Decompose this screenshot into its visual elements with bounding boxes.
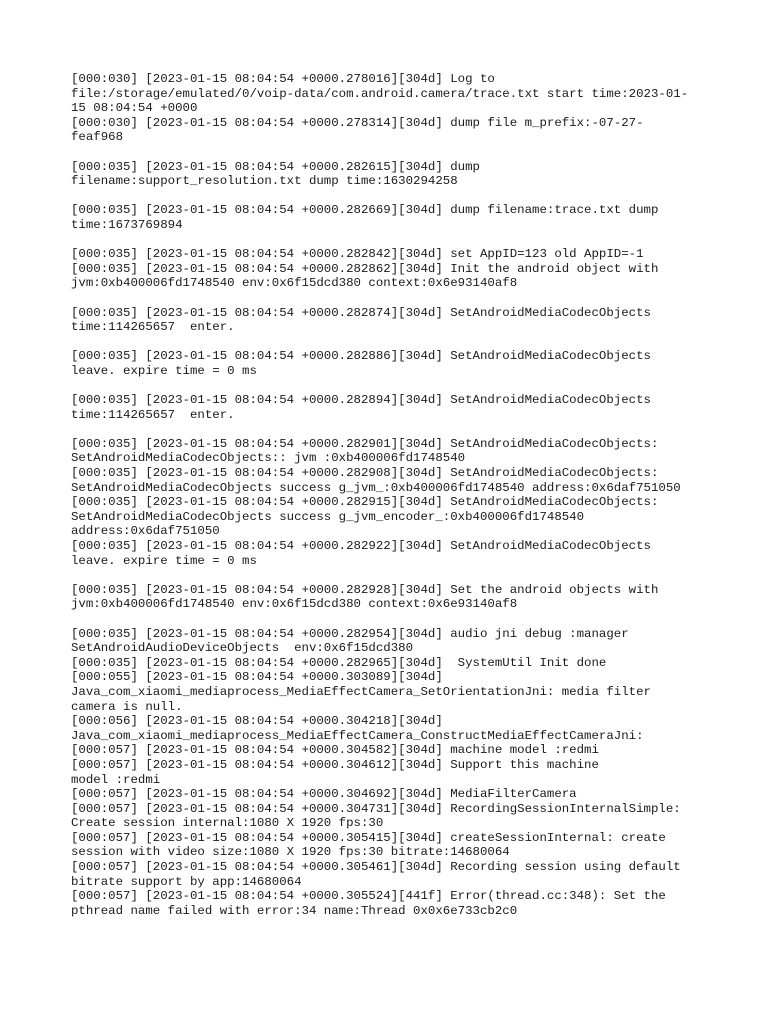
log-entry: [000:057] [2023-01-15 08:04:54 +0000.304582][304d] machine model :redmi <box>71 743 599 758</box>
log-entry: [000:035] [2023-01-15 08:04:54 +0000.282842][304d] set AppID=123 old AppID=-1 <box>71 247 644 262</box>
log-entry: [000:057] [2023-01-15 08:04:54 +0000.305461][304d] Recording session using default bitrate support by app:14680064 <box>71 860 681 889</box>
log-entry: [000:035] [2023-01-15 08:04:54 +0000.282615][304d] dump filename:support_resolution.txt dump time:1630294258 <box>71 159 480 189</box>
log-entry: [000:035] [2023-01-15 08:04:54 +0000.282928][304d] Set the android objects with jvm:0xb400006fd1748540 env:0x6f15dcd380 context:0x6e93140af8 <box>71 582 659 612</box>
log-entry: [000:035] [2023-01-15 08:04:54 +0000.282954][304d] audio jni debug :manager SetAndroidAudioDeviceObjects env:0x6f15dcd380 <box>71 626 629 656</box>
log-entry: [000:035] [2023-01-15 08:04:54 +0000.282894][304d] SetAndroidMediaCodecObjects time:114265657 enter. <box>71 393 651 422</box>
log-entry: [000:030] [2023-01-15 08:04:54 +0000.278016][304d] Log to file:/storage/emulated/0/voip-data/com.android.camera/trace.txt start time:2023-01- 15 08:04:54 +0000 <box>71 72 689 116</box>
log-entry: [000:035] [2023-01-15 08:04:54 +0000.282915][304d] SetAndroidMediaCodecObjects: SetAndroidMediaCodecObjects success g_jvm_encoder_:0xb400006fd1748540 address:0x6daf751050 <box>71 495 659 539</box>
log-entry: [000:035] [2023-01-15 08:04:54 +0000.282862][304d] Init the android object with jvm:0xb400006fd1748540 env:0x6f15dcd380 context:0x6e93140af8 <box>71 261 659 291</box>
log-document <box>71 72 711 918</box>
log-entry: [000:057] [2023-01-15 08:04:54 +0000.305524][441f] Error(thread.cc:348): Set the pthread name failed with error:34 name:Thread 0x0x6e733cb2c0 <box>71 889 666 918</box>
log-entry: [000:035] [2023-01-15 08:04:54 +0000.282908][304d] SetAndroidMediaCodecObjects: SetAndroidMediaCodecObjects success g_jvm_:0xb400006fd1748540 address:0x6daf751050 <box>71 466 681 495</box>
log-entry: [000:030] [2023-01-15 08:04:54 +0000.278314][304d] dump file m_prefix:-07-27- feaf968 <box>71 115 644 145</box>
log-entry: [000:035] [2023-01-15 08:04:54 +0000.282874][304d] SetAndroidMediaCodecObjects time:114265657 enter. <box>71 305 651 335</box>
log-entry: [000:057] [2023-01-15 08:04:54 +0000.304731][304d] RecordingSessionInternalSimple: Create session internal:1080 X 1920 fps:30 <box>71 801 681 831</box>
log-entry: [000:057] [2023-01-15 08:04:54 +0000.304612][304d] Support this machine model :redmi <box>71 757 599 787</box>
log-entry: [000:035] [2023-01-15 08:04:54 +0000.282965][304d] SystemUtil Init done <box>71 655 607 670</box>
log-entry: [000:055] [2023-01-15 08:04:54 +0000.303089][304d] Java_com_xiaomi_mediaprocess_MediaEffectCamera_SetOrientationJni: media filter camera is null. <box>71 670 651 714</box>
log-entry: [000:056] [2023-01-15 08:04:54 +0000.304218][304d] Java_com_xiaomi_mediaprocess_MediaEffectCamera_ConstructMediaEffectCameraJni: <box>71 714 644 743</box>
log-entry: [000:035] [2023-01-15 08:04:54 +0000.282901][304d] SetAndroidMediaCodecObjects: SetAndroidMediaCodecObjects:: jvm :0xb400006fd1748540 <box>71 436 659 466</box>
log-entry: [000:057] [2023-01-15 08:04:54 +0000.305415][304d] createSessionInternal: create session with video size:1080 X 1920 fps:30 bitrate:14680064 <box>71 830 666 860</box>
log-entry: [000:035] [2023-01-15 08:04:54 +0000.282922][304d] SetAndroidMediaCodecObjects leave. expire time = 0 ms <box>71 539 651 568</box>
log-entry: [000:035] [2023-01-15 08:04:54 +0000.282669][304d] dump filename:trace.txt dump time:1673769894 <box>71 203 659 232</box>
log-entry: [000:057] [2023-01-15 08:04:54 +0000.304692][304d] MediaFilterCamera <box>71 787 577 802</box>
log-entry: [000:035] [2023-01-15 08:04:54 +0000.282886][304d] SetAndroidMediaCodecObjects leave. expire time = 0 ms <box>71 349 651 378</box>
